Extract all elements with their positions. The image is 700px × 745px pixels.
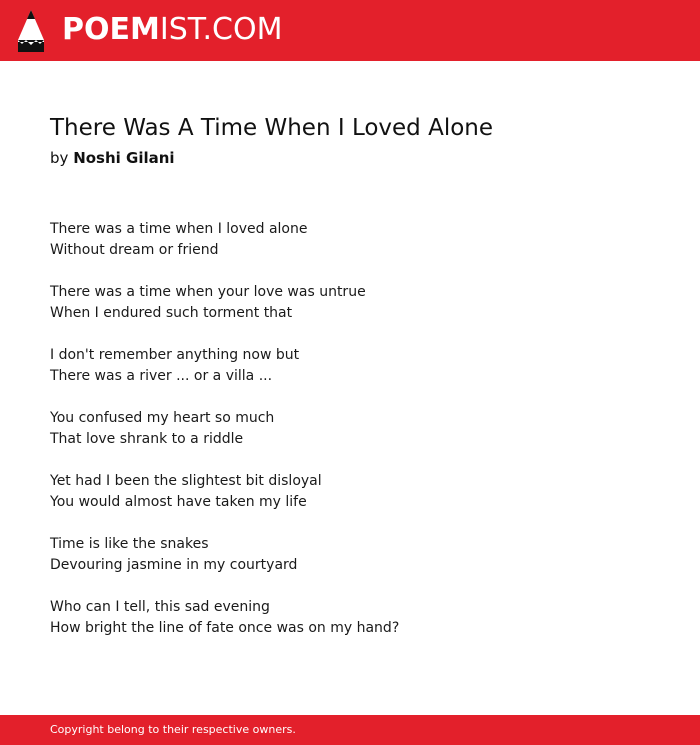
by-label: by	[50, 149, 69, 167]
poem-line: Yet had I been the slightest bit disloyal	[50, 473, 322, 489]
poem-line: How bright the line of fate once was on my hand?	[50, 620, 400, 636]
pencil-tip-icon	[18, 10, 44, 52]
stanza	[50, 282, 650, 324]
stanza	[50, 408, 650, 450]
site-logo[interactable]	[62, 12, 282, 48]
stanza	[50, 345, 650, 387]
stanza	[50, 534, 650, 576]
poem-line: Who can I tell, this sad evening	[50, 599, 270, 615]
poem-line: You confused my heart so much	[50, 410, 275, 426]
logo-brand-bold: POEM	[62, 12, 160, 47]
poem-line: Without dream or friend	[50, 242, 219, 258]
poem-byline	[50, 149, 175, 167]
poem-line: There was a river ... or a villa ...	[50, 368, 273, 384]
poem-line: There was a time when your love was untrue	[50, 284, 366, 300]
poem-title: There Was A Time When I Loved Alone	[50, 115, 494, 141]
poem-line: That love shrank to a riddle	[50, 431, 244, 447]
stanza	[50, 471, 650, 513]
site-footer	[0, 715, 700, 745]
copyright-notice: Copyright belong to their respective owners.	[50, 723, 296, 736]
poem-line: You would almost have taken my life	[50, 494, 307, 510]
site-header	[0, 0, 700, 61]
poem-line: When I endured such torment that	[50, 305, 293, 321]
poem-line: I don't remember anything now but	[50, 347, 300, 363]
stanza	[50, 219, 650, 261]
poem-author: Noshi Gilani	[73, 149, 175, 167]
poem-line: Time is like the snakes	[50, 536, 209, 552]
poem-line: There was a time when I loved alone	[50, 221, 308, 237]
logo-brand-light: IST.COM	[159, 12, 283, 47]
poem-body	[50, 219, 650, 660]
stanza	[50, 597, 650, 639]
poem-line: Devouring jasmine in my courtyard	[50, 557, 298, 573]
